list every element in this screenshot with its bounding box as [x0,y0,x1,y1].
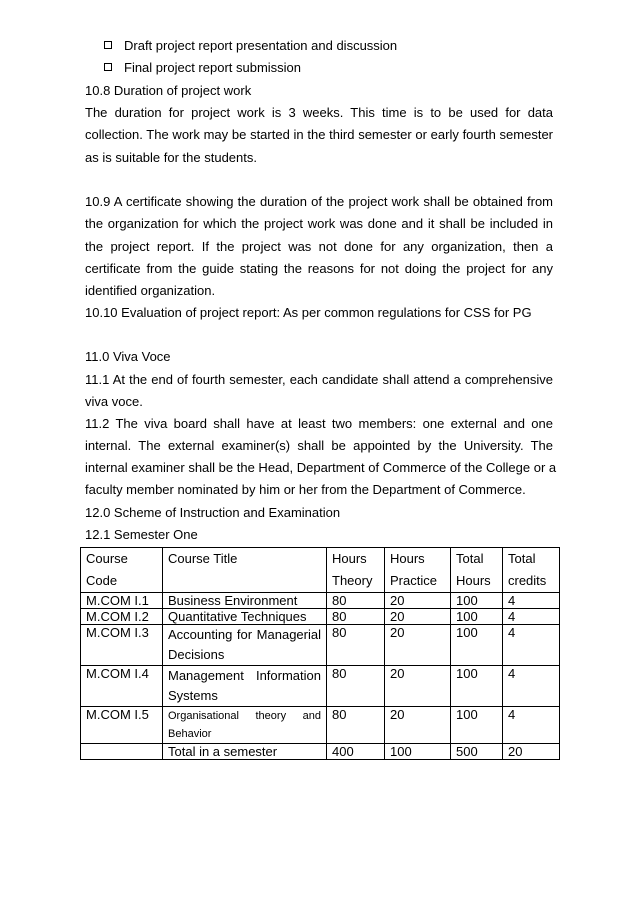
table-row [81,625,560,666]
bullet-item [104,57,301,80]
table-row [81,707,560,744]
cell-total-hours: 100 [451,707,503,744]
semester-one-table [80,547,560,760]
cell-theory: 80 [327,625,385,666]
header-total-hours: Total Hours [451,548,503,593]
sub-heading: 12.1 Semester One [85,527,198,542]
cell-title: Accounting for Managerial Decisions [163,625,327,666]
paragraph-line: 11.1 At the end of fourth semester, each candidate shall attend a comprehensive [85,372,553,387]
header-hours-theory: Hours Theory [327,548,385,593]
section-heading: 12.0 Scheme of Instruction and Examination [85,505,341,520]
cell-theory: 400 [327,744,385,760]
header-course-code: Course Code [81,548,163,593]
cell-code [81,744,163,760]
paragraph-line: the project report. If the project was not done for any organization, then a [85,239,553,254]
cell-title: Quantitative Techniques [163,609,327,625]
cell-title: Organisational theory and Behavior [163,707,327,744]
checkbox-bullet-icon [104,41,112,49]
cell-title: Management Information Systems [163,666,327,707]
cell-title: Business Environment [163,593,327,609]
cell-theory: 80 [327,707,385,744]
table-row [81,666,560,707]
table-row [81,593,560,609]
header-total-credits: Total credits [503,548,560,593]
table-row [81,609,560,625]
cell-theory: 80 [327,593,385,609]
paragraph-line: certificate from the guide stating the reasons for not doing the project for any [85,261,553,276]
section-heading: 11.0 Viva Voce [85,349,171,364]
cell-credits: 4 [503,625,560,666]
cell-credits: 20 [503,744,560,760]
cell-total-hours: 100 [451,666,503,707]
table-total-row [81,744,560,760]
paragraph-line: the organization for which the project work was done and it shall be included in [85,216,553,231]
cell-code: M.COM I.1 [81,593,163,609]
header-course-title: Course Title [163,548,327,593]
cell-practice: 100 [385,744,451,760]
cell-practice: 20 [385,609,451,625]
cell-practice: 20 [385,593,451,609]
paragraph-line: 10.9 A certificate showing the duration of the project work shall be obtained from [85,194,553,209]
cell-code: M.COM I.5 [81,707,163,744]
header-hours-practice: Hours Practice [385,548,451,593]
cell-theory: 80 [327,666,385,707]
cell-total-hours: 100 [451,625,503,666]
cell-total-hours: 100 [451,609,503,625]
paragraph-line: 10.10 Evaluation of project report: As per common regulations for CSS for PG [85,305,532,320]
bullet-text: Final project report submission [124,60,302,75]
cell-practice: 20 [385,625,451,666]
bullet-text: Draft project report presentation and discussion [124,38,398,53]
paragraph-line: identified organization. [85,283,216,298]
paragraph-line: as is suitable for the students. [85,150,257,165]
paragraph-line: The duration for project work is 3 weeks. This time is to be used for data [85,105,553,120]
cell-total-hours: 100 [451,593,503,609]
cell-theory: 80 [327,609,385,625]
cell-total-hours: 500 [451,744,503,760]
cell-code: M.COM I.2 [81,609,163,625]
cell-credits: 4 [503,593,560,609]
cell-code: M.COM I.4 [81,666,163,707]
cell-total-label: Total in a semester [163,744,327,760]
bullet-item [104,35,397,58]
paragraph-line: 11.2 The viva board shall have at least two members: one external and one [85,416,553,431]
paragraph-line: internal. The external examiner(s) shall be appointed by the University. The [85,438,553,453]
paragraph-line: internal examiner shall be the Head, Department of Commerce of the College or a [85,460,557,475]
cell-code: M.COM I.3 [81,625,163,666]
paragraph-line: faculty member nominated by him or her from the Department of Commerce. [85,482,526,497]
cell-credits: 4 [503,707,560,744]
checkbox-bullet-icon [104,63,112,71]
paragraph-line: collection. The work may be started in the third semester or early fourth semester [85,127,553,142]
cell-practice: 20 [385,666,451,707]
cell-credits: 4 [503,666,560,707]
section-heading: 10.8 Duration of project work [85,83,252,98]
paragraph-line: viva voce. [85,394,143,409]
table-header-row [81,548,560,593]
cell-practice: 20 [385,707,451,744]
cell-credits: 4 [503,609,560,625]
